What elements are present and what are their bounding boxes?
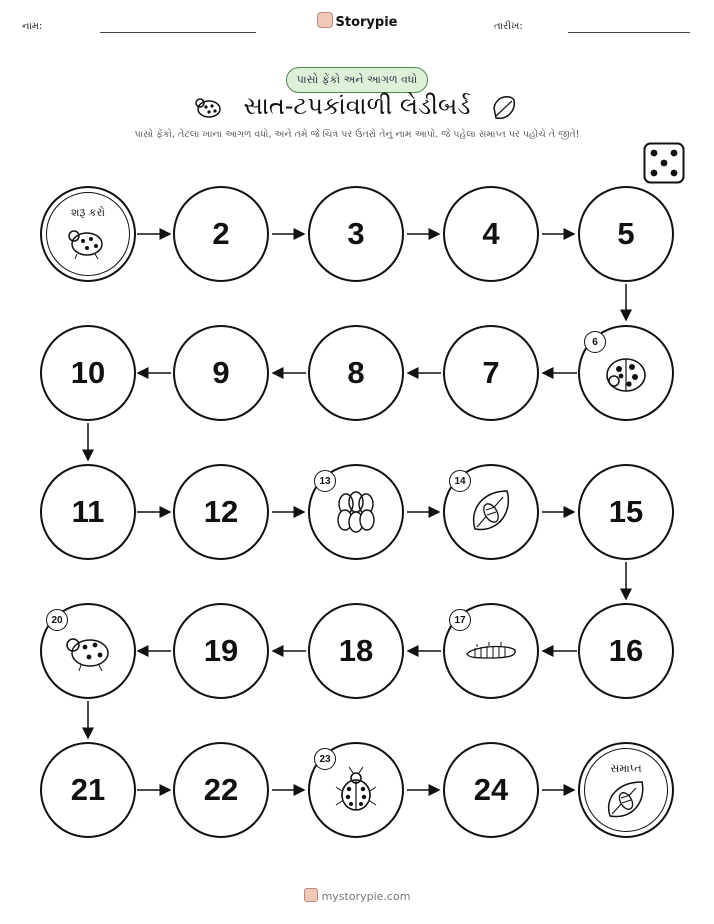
cell-number: 15 — [608, 494, 644, 529]
cell-number: 19 — [203, 633, 239, 668]
cell-number: 4 — [482, 216, 500, 251]
board-cell[interactable] — [173, 742, 269, 838]
finish-cell[interactable] — [578, 742, 674, 838]
footer — [0, 888, 714, 903]
ladybug-icon — [602, 349, 650, 397]
cell-badge: 23 — [314, 748, 336, 770]
cell-number: 7 — [482, 355, 500, 390]
footer-url[interactable]: mystorypie.com — [321, 890, 411, 903]
board-cell[interactable] — [443, 325, 539, 421]
board-cell[interactable] — [308, 603, 404, 699]
board-cell[interactable] — [173, 603, 269, 699]
larva-icon — [463, 640, 519, 662]
cell-number: 3 — [347, 216, 365, 251]
finish-label: સમાપ્ત — [610, 762, 642, 775]
cell-badge: 13 — [314, 470, 336, 492]
eggs-icon — [331, 490, 381, 534]
ladybug-icon — [65, 225, 111, 261]
cell-number: 22 — [203, 772, 239, 807]
leaf-larva-icon — [604, 778, 648, 822]
date-label: તારીખ: — [494, 21, 523, 32]
board-cell[interactable] — [40, 325, 136, 421]
cell-badge: 17 — [449, 609, 471, 631]
cell-number: 11 — [71, 494, 105, 529]
brand-text: Storypie — [335, 15, 398, 30]
cell-number: 18 — [338, 633, 374, 668]
board-cell[interactable] — [578, 603, 674, 699]
cell-number: 5 — [617, 216, 635, 251]
leaf-larva-icon — [467, 487, 515, 537]
cell-number: 24 — [473, 772, 509, 807]
cell-number: 2 — [212, 216, 230, 251]
board-cell[interactable] — [173, 325, 269, 421]
beetle-icon — [333, 765, 379, 815]
board-cell[interactable] — [443, 186, 539, 282]
ladybug-icon — [61, 629, 115, 673]
board-cell[interactable] — [173, 186, 269, 282]
start-cell[interactable] — [40, 186, 136, 282]
cell-badge: 14 — [449, 470, 471, 492]
cell-badge: 20 — [46, 609, 68, 631]
board-cell[interactable] — [308, 186, 404, 282]
cell-badge: 6 — [584, 331, 606, 353]
instructions: પાસો ફેંકો, તેટલા ખાના આગળ વધો, અને તમે જે ચિત્ર પર ઉતરો તેનું નામ આપો. જે પહેલા સમાપ્ત પર પહોંચે તે જીતે! — [134, 129, 580, 140]
name-label: નામ: — [22, 21, 43, 32]
board-cell[interactable] — [578, 186, 674, 282]
board-cell[interactable] — [443, 742, 539, 838]
cell-number: 8 — [347, 355, 365, 390]
board-cell[interactable] — [173, 464, 269, 560]
title-pill: પાસો ફેંકો અને આગળ વધો — [286, 67, 428, 93]
board-cell[interactable] — [40, 742, 136, 838]
storypie-logo-icon — [304, 888, 318, 902]
cell-number: 10 — [70, 355, 106, 390]
cell-number: 21 — [70, 772, 106, 807]
board-cell[interactable] — [308, 325, 404, 421]
cell-number: 9 — [212, 355, 230, 390]
cell-number: 16 — [608, 633, 644, 668]
page-title: સાત-ટપકાંવાળી લેડીબર્ડ — [243, 92, 471, 120]
board-cell[interactable] — [578, 464, 674, 560]
board-cell[interactable] — [40, 464, 136, 560]
start-label: શરૂ કરો — [70, 206, 106, 219]
cell-number: 12 — [203, 494, 239, 529]
